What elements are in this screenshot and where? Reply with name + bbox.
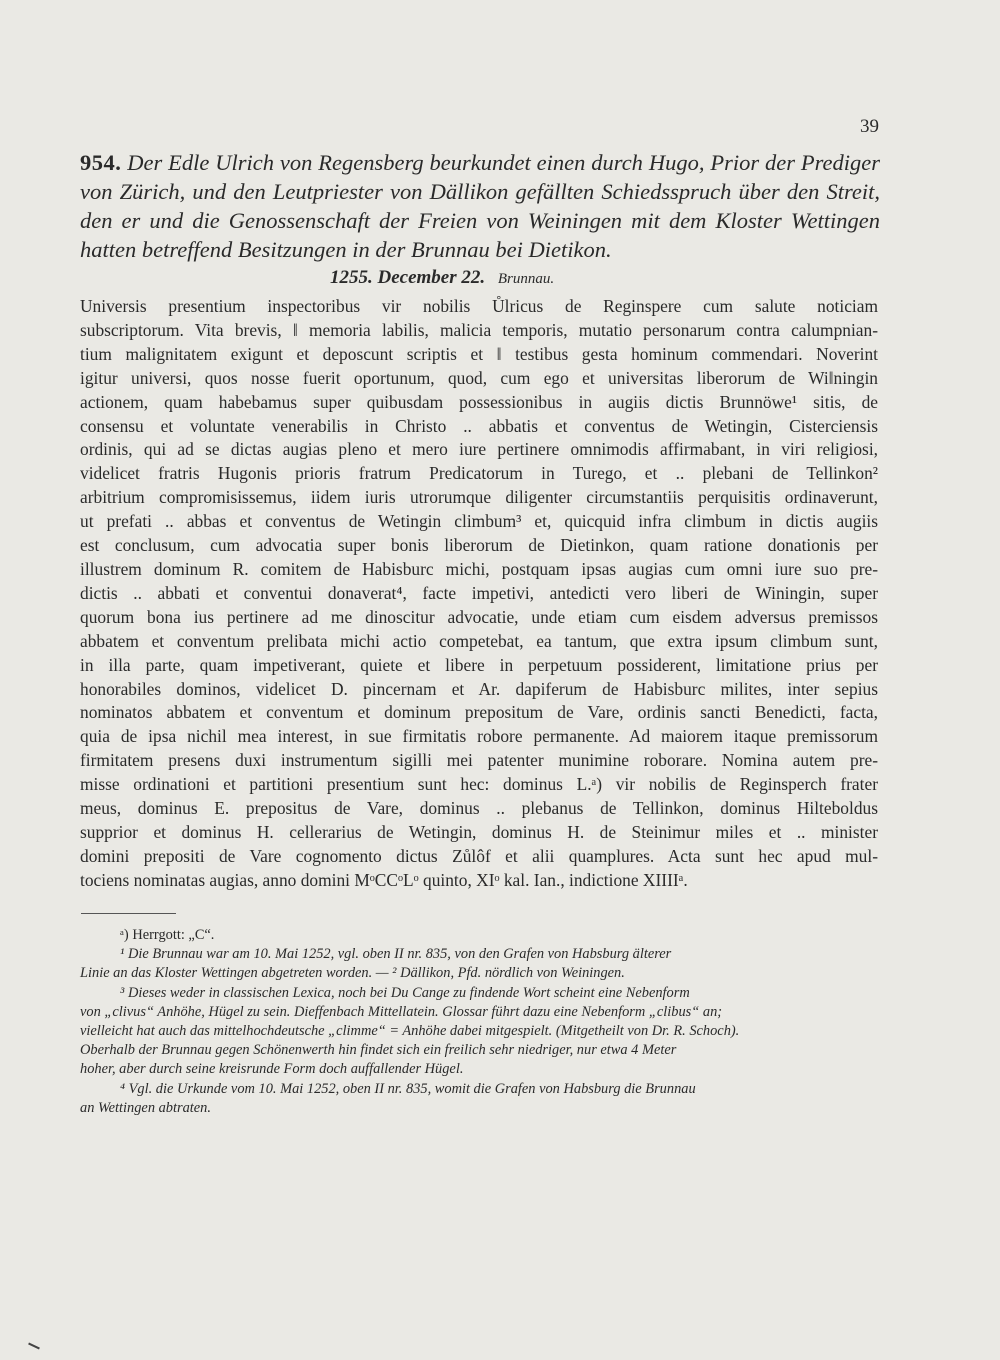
footnote-marker: ¹: [120, 946, 125, 963]
text-line: in illa parte, quam impetiverant, quiete et libere in perpetuum possiderent, limitatione prius per: [80, 654, 878, 675]
footnote-a: [80, 926, 880, 945]
text-line: abbatem et conventum prelibata michi actio competebat, ea tantum, que extra ipsum climbum sunt,: [80, 630, 878, 651]
charter-date: 1255. December 22.: [330, 267, 486, 288]
text-line: ut prefati .. abbas et conventus de Wetingin climbum³ et, quicquid infra climbum in dictis augiis: [80, 511, 878, 532]
footnote-text: Vgl. die Urkunde vom 10. Mai 1252, oben II nr. 835, womit die Grafen von Habsburg die Brunnau: [128, 1080, 696, 1097]
text-line: tium malignitatem exigunt et deposcunt scriptis et ‖ testibus gesta hominum commendari. Noverint: [80, 343, 878, 364]
document-number: 954.: [80, 150, 122, 175]
text-line: illustrem dominum R. comitem de Habisburc michi, postquam ipsas augias cum omni iure suo pre-: [80, 558, 878, 579]
charter-text: [80, 295, 878, 893]
text-line: videlicet fratris Hugonis prioris fratrum Predicatorum in Turego, et .. plebani de Tellinkon²: [80, 463, 878, 484]
footnote-3-cont: Oberhalb der Brunnau gegen Schönenwerth hin findet sich ein freilich sehr niedriger, nur etwa 4 Meter: [80, 1042, 677, 1059]
text-line: dictis .. abbati et conventui donaverat⁴, facte impetivi, antedicti vero liberi de Winingin, super: [80, 582, 878, 603]
footnotes: [80, 926, 880, 1118]
footnote-text: Herrgott: „C“.: [132, 927, 215, 943]
text-line: domini prepositi de Vare cognomento dictus Zůlôf et alii quamplures. Acta sunt hec apud mul-: [80, 845, 878, 866]
footnote-marker: ᵃ): [120, 927, 129, 943]
text-line: misse ordinationi et partitioni presentium sunt hec: dominus L.ᵃ) vir nobilis de Reginsperch frater: [80, 774, 878, 795]
footnote-3-cont: von „clivus“ Anhöhe, Hügel zu sein. Dieffenbach Mittellatein. Glossar führt dazu eine Nebenform „clibus“ an;: [80, 1003, 723, 1020]
footnote-separator: [81, 913, 176, 914]
text-line: tociens nominatas augias, anno domini MᵒCCᵒLᵒ quinto, XIᵒ kal. Ian., indictione XIIIIᵃ.: [80, 869, 688, 890]
text-line: consensu et voluntate venerabilis in Christo .. abbatis et conventus de Wetingin, Cisterciensis: [80, 415, 878, 436]
footnote-1-cont: Linie an das Kloster Wettingen abgetreten worden. — ² Dällikon, Pfd. nördlich von Weiningen.: [80, 965, 625, 982]
text-line: nominatos abbatem et conventum et dominum prepositum de Vare, ordinis sancti Benedicti, facta,: [80, 702, 878, 723]
footnote-4: [80, 1080, 880, 1099]
footnote-text: Die Brunnau war am 10. Mai 1252, vgl. oben II nr. 835, von den Grafen von Habsburg älterer: [127, 946, 672, 963]
page-number: 39: [860, 116, 879, 137]
footnote-text: Dieses weder in classischen Lexica, noch bei Du Cange zu findende Wort scheint eine Nebenform: [127, 984, 690, 1001]
footnote-4-cont: an Wettingen abtraten.: [80, 1099, 211, 1116]
charter-place: Brunnau.: [497, 271, 555, 287]
text-line: firmitatem presens duxi instrumentum sigilli mei patenter munimine roborare. Nomina autem pre-: [80, 750, 878, 771]
footnote-3: [80, 984, 880, 1003]
text-line: quia de ipsa nichil mea interest, in sue firmitatis robore permanente. Ad maiorem itaque premissorum: [80, 726, 878, 747]
footnote-marker: ³: [120, 984, 125, 1001]
text-line: meus, dominus E. prepositus de Vare, dominus .. plebanus de Tellinkon, dominus Hilteboldus: [80, 798, 878, 819]
text-line: igitur universi, quos nosse fuerit oportunum, quod, cum ego et universitas liberorum de Wi‖ningin: [80, 367, 878, 388]
footnote-1: [80, 945, 880, 964]
charter-heading: [80, 148, 880, 264]
footnote-3-cont: hoher, aber durch seine kreisrunde Form doch auffallender Hügel.: [80, 1061, 464, 1078]
footnote-3-cont: vielleicht hat auch das mittelhochdeutsche „climme“ = Anhöhe dabei mitgespielt. (Mitgetheilt von Dr. R. Schoch).: [80, 1023, 740, 1040]
text-line: ordinis, qui ad se dictas augias pleno et mero iure pertinere omnimodis affirmabant, in viri religiosi,: [80, 439, 878, 460]
text-line: arbitrium compromisissemus, iidem iuris utrorumque diligenter circumstantiis perquisitis ordinaverunt,: [80, 487, 878, 508]
text-line: actionem, quam habebamus super quibusdam possessionibus in augiis dictis Brunnöwe¹ sitis, de: [80, 391, 878, 412]
text-line: supprior et dominus H. cellerarius de Wetingin, dominus H. de Steinimur miles et .. minister: [80, 821, 878, 842]
scan-mark: [28, 1343, 40, 1350]
text-line: quorum bona ius pertinere ad me dinoscitur advocatie, unde etiam cum eisdem adversus premissos: [80, 606, 878, 627]
text-line: Universis presentium inspectoribus vir nobilis Ůlricus de Reginspere cum salute noticiam: [80, 296, 878, 316]
charter-summary: Der Edle Ulrich von Regensberg beurkundet einen durch Hugo, Prior der Prediger von Zürich, und den Leutpriester von Dällikon gefällten Schiedsspruch über den Streit, den er und die Genossenschaft der Freien von Weiningen mit dem Kloster Wettingen hatten betreffend Besitzungen in der Brunnau bei Dietikon.: [80, 150, 881, 262]
text-line: honorabiles dominos, videlicet D. pincernam et Ar. dapiferum de Habisburc milites, inter sepius: [80, 678, 878, 699]
footnote-marker: ⁴: [120, 1080, 126, 1097]
text-line: est conclusum, cum advocatia super bonis liberorum de Dietinkon, quam ratione donationis per: [80, 535, 878, 556]
date-line: [330, 266, 750, 291]
text-line: subscriptorum. Vita brevis, ‖ memoria labilis, malicia temporis, mutatio personarum contra calumpnian-: [80, 319, 878, 340]
